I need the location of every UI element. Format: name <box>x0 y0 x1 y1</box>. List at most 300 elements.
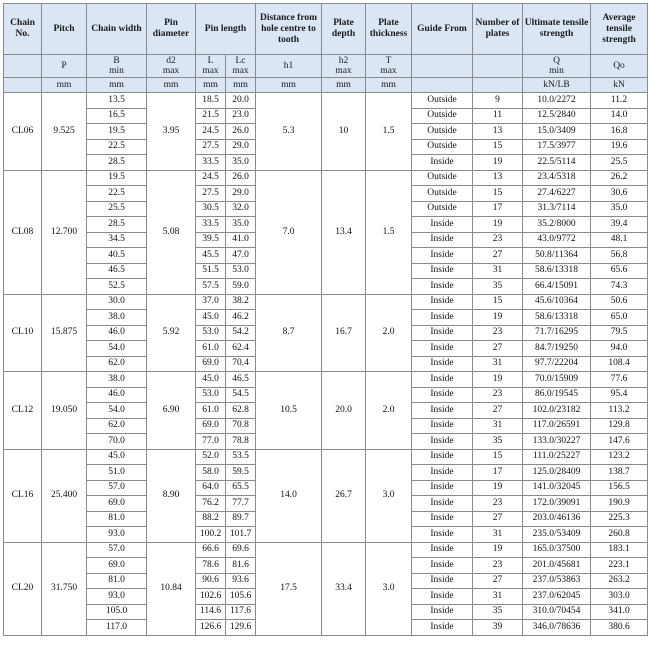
guide-from-cell: Inside <box>412 356 473 372</box>
symbol-number-of-plates <box>473 55 523 78</box>
average-strength-cell: 14.0 <box>591 108 648 124</box>
pin-l-cell: 45.0 <box>196 310 226 326</box>
unit-distance: mm <box>256 78 322 93</box>
guide-from-cell: Inside <box>412 372 473 388</box>
guide-from-cell: Inside <box>412 310 473 326</box>
table-body <box>4 93 648 636</box>
chain-width-cell: 46.0 <box>87 387 147 403</box>
symbol-pin-lc <box>226 55 256 78</box>
distance-cell: 8.7 <box>256 294 322 372</box>
average-strength-cell: 16.8 <box>591 124 648 140</box>
guide-from-cell: Inside <box>412 387 473 403</box>
average-strength-cell: 79.5 <box>591 325 648 341</box>
pin-l-cell: 102.6 <box>196 589 226 605</box>
unit-pin-diameter: mm <box>147 78 196 93</box>
ultimate-strength-cell: 86.0/19545 <box>523 387 591 403</box>
guide-from-cell: Inside <box>412 279 473 295</box>
pin-l-cell: 61.0 <box>196 341 226 357</box>
ultimate-strength-cell: 125.0/28409 <box>523 465 591 481</box>
number-of-plates-cell: 23 <box>473 496 523 512</box>
guide-from-cell: Inside <box>412 465 473 481</box>
symbol-average: Qo <box>591 55 648 78</box>
chain-no-cell: CL06 <box>4 93 42 171</box>
number-of-plates-cell: 27 <box>473 511 523 527</box>
ultimate-strength-cell: 237.0/53863 <box>523 573 591 589</box>
pin-l-cell: 30.5 <box>196 201 226 217</box>
plate-depth-cell: 13.4 <box>322 170 366 294</box>
chain-width-cell: 69.0 <box>87 496 147 512</box>
pin-l-cell: 33.5 <box>196 155 226 171</box>
symbol-plate-depth-sub: max <box>335 66 352 76</box>
unit-pitch: mm <box>42 78 87 93</box>
pin-diameter-cell: 8.90 <box>147 449 196 542</box>
average-strength-cell: 77.6 <box>591 372 648 388</box>
chain-width-cell: 93.0 <box>87 589 147 605</box>
pin-diameter-cell: 6.90 <box>147 372 196 450</box>
pin-diameter-cell: 3.95 <box>147 93 196 171</box>
pin-l-cell: 64.0 <box>196 480 226 496</box>
ultimate-strength-cell: 346.0/78636 <box>523 620 591 636</box>
pin-l-cell: 18.5 <box>196 93 226 109</box>
header-pitch: Pitch <box>42 4 87 55</box>
header-ultimate-strength: Ultimate tensile strength <box>523 4 591 55</box>
chain-width-cell: 70.0 <box>87 434 147 450</box>
distance-cell: 10.5 <box>256 372 322 450</box>
average-strength-cell: 11.2 <box>591 93 648 109</box>
guide-from-cell: Outside <box>412 170 473 186</box>
average-strength-cell: 156.5 <box>591 480 648 496</box>
pin-lc-cell: 35.0 <box>226 155 256 171</box>
pin-l-cell: 27.5 <box>196 139 226 155</box>
pin-l-cell: 24.5 <box>196 124 226 140</box>
number-of-plates-cell: 27 <box>473 341 523 357</box>
guide-from-cell: Outside <box>412 139 473 155</box>
ultimate-strength-cell: 27.4/6227 <box>523 186 591 202</box>
chain-width-cell: 19.5 <box>87 124 147 140</box>
chain-width-cell: 62.0 <box>87 356 147 372</box>
guide-from-cell: Inside <box>412 418 473 434</box>
pin-lc-cell: 23.0 <box>226 108 256 124</box>
pin-lc-cell: 32.0 <box>226 201 256 217</box>
ultimate-strength-cell: 237.0/62045 <box>523 589 591 605</box>
pin-l-cell: 114.6 <box>196 604 226 620</box>
plate-thickness-cell: 1.5 <box>366 170 412 294</box>
pin-l-cell: 76.2 <box>196 496 226 512</box>
average-strength-cell: 129.8 <box>591 418 648 434</box>
pin-diameter-cell: 5.08 <box>147 170 196 294</box>
guide-from-cell: Inside <box>412 620 473 636</box>
pin-l-cell: 90.6 <box>196 573 226 589</box>
pin-lc-cell: 53.5 <box>226 449 256 465</box>
header-chain-width: Chain width <box>87 4 147 55</box>
chain-width-cell: 81.0 <box>87 573 147 589</box>
pin-lc-cell: 38.2 <box>226 294 256 310</box>
symbol-pin-diameter <box>147 55 196 78</box>
chain-width-cell: 19.5 <box>87 170 147 186</box>
chain-width-cell: 117.0 <box>87 620 147 636</box>
pin-lc-cell: 62.4 <box>226 341 256 357</box>
header-plate-depth: Plate depth <box>322 4 366 55</box>
pin-l-cell: 58.0 <box>196 465 226 481</box>
guide-from-cell: Inside <box>412 325 473 341</box>
guide-from-cell: Inside <box>412 496 473 512</box>
ultimate-strength-cell: 17.5/3977 <box>523 139 591 155</box>
pin-l-cell: 24.5 <box>196 170 226 186</box>
number-of-plates-cell: 23 <box>473 325 523 341</box>
average-strength-cell: 19.6 <box>591 139 648 155</box>
chain-width-cell: 54.0 <box>87 403 147 419</box>
symbol-guide-from <box>412 55 473 78</box>
table-row <box>4 93 648 109</box>
symbol-pin-l-sub: max <box>202 66 219 76</box>
average-strength-cell: 74.3 <box>591 279 648 295</box>
average-strength-cell: 39.4 <box>591 217 648 233</box>
pitch-cell: 15.875 <box>42 294 87 372</box>
pin-lc-cell: 105.6 <box>226 589 256 605</box>
number-of-plates-cell: 23 <box>473 558 523 574</box>
number-of-plates-cell: 19 <box>473 372 523 388</box>
number-of-plates-cell: 35 <box>473 434 523 450</box>
ultimate-strength-cell: 23.4/5318 <box>523 170 591 186</box>
ultimate-strength-cell: 43.0/9772 <box>523 232 591 248</box>
symbol-chain-width <box>87 55 147 78</box>
guide-from-cell: Inside <box>412 294 473 310</box>
average-strength-cell: 341.0 <box>591 604 648 620</box>
average-strength-cell: 225.3 <box>591 511 648 527</box>
average-strength-cell: 260.8 <box>591 527 648 543</box>
pin-l-cell: 27.5 <box>196 186 226 202</box>
pin-lc-cell: 93.6 <box>226 573 256 589</box>
pin-lc-cell: 59.5 <box>226 465 256 481</box>
ultimate-strength-cell: 235.0/53409 <box>523 527 591 543</box>
distance-cell: 17.5 <box>256 542 322 635</box>
symbol-chain-width-sub: min <box>109 66 124 76</box>
plate-depth-cell: 20.0 <box>322 372 366 450</box>
number-of-plates-cell: 27 <box>473 573 523 589</box>
number-of-plates-cell: 19 <box>473 542 523 558</box>
pin-lc-cell: 29.0 <box>226 139 256 155</box>
chain-width-cell: 40.5 <box>87 248 147 264</box>
guide-from-cell: Inside <box>412 527 473 543</box>
guide-from-cell: Inside <box>412 542 473 558</box>
pin-l-cell: 126.6 <box>196 620 226 636</box>
header-plate-thickness: Plate thickness <box>366 4 412 55</box>
pin-l-cell: 53.0 <box>196 325 226 341</box>
pin-lc-cell: 53.0 <box>226 263 256 279</box>
ultimate-strength-cell: 45.6/10364 <box>523 294 591 310</box>
chain-spec-table <box>3 3 648 636</box>
pin-lc-cell: 35.0 <box>226 217 256 233</box>
header-chain-no: Chain No. <box>4 4 42 55</box>
symbol-plate-depth <box>322 55 366 78</box>
ultimate-strength-cell: 70.0/15909 <box>523 372 591 388</box>
plate-thickness-cell: 3.0 <box>366 542 412 635</box>
ultimate-strength-cell: 201.0/45681 <box>523 558 591 574</box>
pin-l-cell: 39.5 <box>196 232 226 248</box>
table-row <box>4 372 648 388</box>
pin-l-cell: 51.5 <box>196 263 226 279</box>
pin-lc-cell: 54.5 <box>226 387 256 403</box>
number-of-plates-cell: 17 <box>473 465 523 481</box>
distance-cell: 14.0 <box>256 449 322 542</box>
symbol-chain-width-main: B <box>113 56 120 66</box>
ultimate-strength-cell: 203.0/46136 <box>523 511 591 527</box>
chain-no-cell: CL20 <box>4 542 42 635</box>
header-pin-length: Pin length <box>196 4 256 55</box>
average-strength-cell: 223.1 <box>591 558 648 574</box>
average-strength-cell: 35.0 <box>591 201 648 217</box>
ultimate-strength-cell: 66.4/15091 <box>523 279 591 295</box>
chain-width-cell: 62.0 <box>87 418 147 434</box>
header-average-strength: Average tensile strength <box>591 4 648 55</box>
guide-from-cell: Inside <box>412 232 473 248</box>
guide-from-cell: Inside <box>412 558 473 574</box>
pitch-cell: 9.525 <box>42 93 87 171</box>
symbol-pin-diameter-main: d2 <box>166 56 176 66</box>
average-strength-cell: 94.0 <box>591 341 648 357</box>
pin-l-cell: 33.5 <box>196 217 226 233</box>
number-of-plates-cell: 11 <box>473 108 523 124</box>
number-of-plates-cell: 19 <box>473 155 523 171</box>
average-strength-cell: 303.0 <box>591 589 648 605</box>
pin-l-cell: 45.0 <box>196 372 226 388</box>
symbol-pin-l-main: L <box>207 56 214 66</box>
pin-lc-cell: 47.0 <box>226 248 256 264</box>
chain-width-cell: 34.5 <box>87 232 147 248</box>
unit-ultimate: kN/LB <box>523 78 591 93</box>
guide-from-cell: Inside <box>412 155 473 171</box>
number-of-plates-cell: 15 <box>473 449 523 465</box>
unit-pin-l: mm <box>196 78 226 93</box>
guide-from-cell: Inside <box>412 480 473 496</box>
ultimate-strength-cell: 31.3/7114 <box>523 201 591 217</box>
chain-no-cell: CL12 <box>4 372 42 450</box>
pin-lc-cell: 117.6 <box>226 604 256 620</box>
symbol-pin-l <box>196 55 226 78</box>
ultimate-strength-cell: 10.0/2272 <box>523 93 591 109</box>
guide-from-cell: Inside <box>412 449 473 465</box>
pin-l-cell: 53.0 <box>196 387 226 403</box>
chain-width-cell: 28.5 <box>87 155 147 171</box>
unit-plate-depth: mm <box>322 78 366 93</box>
number-of-plates-cell: 31 <box>473 527 523 543</box>
chain-width-cell: 38.0 <box>87 372 147 388</box>
number-of-plates-cell: 13 <box>473 170 523 186</box>
chain-width-cell: 46.0 <box>87 325 147 341</box>
symbol-plate-depth-main: h2 <box>338 56 349 66</box>
number-of-plates-cell: 23 <box>473 232 523 248</box>
number-of-plates-cell: 19 <box>473 480 523 496</box>
symbol-plate-thickness <box>366 55 412 78</box>
chain-width-cell: 93.0 <box>87 527 147 543</box>
table-row <box>4 170 648 186</box>
average-strength-cell: 26.2 <box>591 170 648 186</box>
pin-lc-cell: 29.0 <box>226 186 256 202</box>
pitch-cell: 25.400 <box>42 449 87 542</box>
symbol-pin-lc-main: Lc <box>235 56 246 66</box>
average-strength-cell: 138.7 <box>591 465 648 481</box>
pin-lc-cell: 70.4 <box>226 356 256 372</box>
symbol-pitch: P <box>42 55 87 78</box>
average-strength-cell: 108.4 <box>591 356 648 372</box>
symbol-ultimate-main: Q <box>553 56 560 66</box>
ultimate-strength-cell: 141.0/32045 <box>523 480 591 496</box>
pin-lc-cell: 41.0 <box>226 232 256 248</box>
number-of-plates-cell: 27 <box>473 403 523 419</box>
chain-width-cell: 45.0 <box>87 449 147 465</box>
average-strength-cell: 50.6 <box>591 294 648 310</box>
average-strength-cell: 56.8 <box>591 248 648 264</box>
chain-width-cell: 30.0 <box>87 294 147 310</box>
pin-lc-cell: 81.6 <box>226 558 256 574</box>
unit-average: kN <box>591 78 648 93</box>
ultimate-strength-cell: 172.0/39091 <box>523 496 591 512</box>
ultimate-strength-cell: 58.6/13318 <box>523 310 591 326</box>
number-of-plates-cell: 19 <box>473 310 523 326</box>
guide-from-cell: Outside <box>412 93 473 109</box>
ultimate-strength-cell: 71.7/16295 <box>523 325 591 341</box>
pin-lc-cell: 77.7 <box>226 496 256 512</box>
guide-from-cell: Inside <box>412 248 473 264</box>
number-of-plates-cell: 15 <box>473 186 523 202</box>
average-strength-cell: 380.6 <box>591 620 648 636</box>
chain-width-cell: 52.5 <box>87 279 147 295</box>
symbol-plate-thickness-main: T <box>385 56 392 66</box>
ultimate-strength-cell: 97.7/22204 <box>523 356 591 372</box>
unit-chain-width: mm <box>87 78 147 93</box>
pin-lc-cell: 54.2 <box>226 325 256 341</box>
pitch-cell: 31.750 <box>42 542 87 635</box>
ultimate-strength-cell: 12.5/2840 <box>523 108 591 124</box>
unit-chain-no <box>4 78 42 93</box>
ultimate-strength-cell: 165.0/37500 <box>523 542 591 558</box>
number-of-plates-cell: 19 <box>473 217 523 233</box>
header-distance: Distance from hole centre to tooth <box>256 4 322 55</box>
ultimate-strength-cell: 58.6/13318 <box>523 263 591 279</box>
number-of-plates-cell: 27 <box>473 248 523 264</box>
chain-width-cell: 22.5 <box>87 139 147 155</box>
chain-width-cell: 69.0 <box>87 558 147 574</box>
spec-table-container <box>3 3 648 636</box>
ultimate-strength-cell: 35.2/8000 <box>523 217 591 233</box>
pin-lc-cell: 59.0 <box>226 279 256 295</box>
chain-no-cell: CL10 <box>4 294 42 372</box>
ultimate-strength-cell: 102.0/23182 <box>523 403 591 419</box>
guide-from-cell: Inside <box>412 604 473 620</box>
symbol-chain-no <box>4 55 42 78</box>
pin-lc-cell: 26.0 <box>226 170 256 186</box>
average-strength-cell: 95.4 <box>591 387 648 403</box>
chain-width-cell: 51.0 <box>87 465 147 481</box>
guide-from-cell: Inside <box>412 341 473 357</box>
chain-width-cell: 81.0 <box>87 511 147 527</box>
plate-depth-cell: 16.7 <box>322 294 366 372</box>
pin-l-cell: 61.0 <box>196 403 226 419</box>
pin-l-cell: 77.0 <box>196 434 226 450</box>
ultimate-strength-cell: 50.8/11364 <box>523 248 591 264</box>
average-strength-cell: 65.0 <box>591 310 648 326</box>
chain-width-cell: 38.0 <box>87 310 147 326</box>
number-of-plates-cell: 31 <box>473 418 523 434</box>
number-of-plates-cell: 15 <box>473 294 523 310</box>
chain-width-cell: 28.5 <box>87 217 147 233</box>
pin-l-cell: 100.2 <box>196 527 226 543</box>
pin-l-cell: 37.0 <box>196 294 226 310</box>
pin-l-cell: 78.6 <box>196 558 226 574</box>
symbol-pin-lc-sub: max <box>232 66 249 76</box>
guide-from-cell: Inside <box>412 511 473 527</box>
unit-plate-thickness: mm <box>366 78 412 93</box>
plate-depth-cell: 10 <box>322 93 366 171</box>
guide-from-cell: Inside <box>412 589 473 605</box>
pin-lc-cell: 20.0 <box>226 93 256 109</box>
unit-pin-lc: mm <box>226 78 256 93</box>
pin-lc-cell: 62.8 <box>226 403 256 419</box>
ultimate-strength-cell: 22.5/5114 <box>523 155 591 171</box>
unit-number-of-plates <box>473 78 523 93</box>
guide-from-cell: Outside <box>412 201 473 217</box>
ultimate-strength-cell: 111.0/25227 <box>523 449 591 465</box>
average-strength-cell: 147.6 <box>591 434 648 450</box>
plate-depth-cell: 33.4 <box>322 542 366 635</box>
pin-l-cell: 66.6 <box>196 542 226 558</box>
symbol-distance: h1 <box>256 55 322 78</box>
distance-cell: 7.0 <box>256 170 322 294</box>
number-of-plates-cell: 31 <box>473 356 523 372</box>
header-row-titles <box>4 4 648 55</box>
pin-l-cell: 69.0 <box>196 418 226 434</box>
pin-l-cell: 57.5 <box>196 279 226 295</box>
number-of-plates-cell: 35 <box>473 604 523 620</box>
pin-diameter-cell: 5.92 <box>147 294 196 372</box>
chain-width-cell: 57.0 <box>87 542 147 558</box>
pin-lc-cell: 70.8 <box>226 418 256 434</box>
symbol-ultimate <box>523 55 591 78</box>
pin-l-cell: 88.2 <box>196 511 226 527</box>
chain-width-cell: 22.5 <box>87 186 147 202</box>
pin-lc-cell: 78.8 <box>226 434 256 450</box>
plate-thickness-cell: 2.0 <box>366 294 412 372</box>
number-of-plates-cell: 15 <box>473 139 523 155</box>
chain-width-cell: 57.0 <box>87 480 147 496</box>
pin-l-cell: 21.5 <box>196 108 226 124</box>
average-strength-cell: 123.2 <box>591 449 648 465</box>
average-strength-cell: 183.1 <box>591 542 648 558</box>
chain-width-cell: 46.5 <box>87 263 147 279</box>
symbol-pin-diameter-sub: max <box>162 66 180 76</box>
symbol-plate-thickness-sub: max <box>380 66 397 76</box>
pin-lc-cell: 101.7 <box>226 527 256 543</box>
number-of-plates-cell: 9 <box>473 93 523 109</box>
average-strength-cell: 48.1 <box>591 232 648 248</box>
guide-from-cell: Inside <box>412 573 473 589</box>
pin-lc-cell: 69.6 <box>226 542 256 558</box>
average-strength-cell: 190.9 <box>591 496 648 512</box>
number-of-plates-cell: 39 <box>473 620 523 636</box>
pin-lc-cell: 26.0 <box>226 124 256 140</box>
pin-lc-cell: 46.2 <box>226 310 256 326</box>
pin-l-cell: 52.0 <box>196 449 226 465</box>
number-of-plates-cell: 23 <box>473 387 523 403</box>
chain-width-cell: 13.5 <box>87 93 147 109</box>
chain-width-cell: 16.5 <box>87 108 147 124</box>
chain-no-cell: CL08 <box>4 170 42 294</box>
average-strength-cell: 263.2 <box>591 573 648 589</box>
header-number-of-plates: Number of plates <box>473 4 523 55</box>
guide-from-cell: Inside <box>412 217 473 233</box>
average-strength-cell: 30.6 <box>591 186 648 202</box>
chain-width-cell: 54.0 <box>87 341 147 357</box>
